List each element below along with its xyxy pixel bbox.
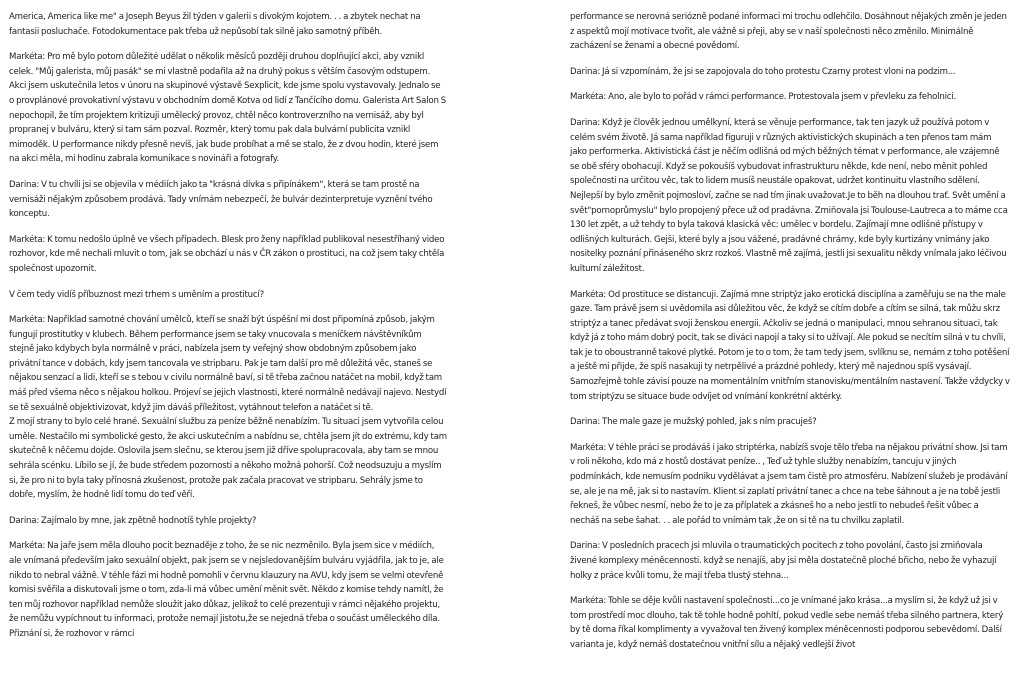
page-gutter [505,0,506,688]
paragraph: Markéta: Pro mě bylo potom důležité udělat o několik měsíců později druhou doplňující akci, aby vznikl celek. "Můj galerista, můj pasák" se mi vlastně podařila až na druhý pokus s větším časovým odstupem. Akci jsem uskutečnila letos v únoru na skupinové výstavě Sexplicit, kde jsme spolu vystavovaly. Jednalo se o provplánové provokativní výstavu v obchodním domě Kotva od lidí z Tančícího domu. Galerista Art Salon S nepochopil, že tím projektem kritizuji umělecký provoz, chtěl něco kontroverzního na vernisáž, aby byl propranej v bulváru, který si tam sám pozval. Rozměr, který tomu pak dala bulvární publicita vznikl mimoděk. U performance nikdy přesně nevíš, jak bude probíhat a mě se stalo, že z dvou hodin, které jsem na akci měla, mi hodinu zabrala komunikace s novináři a fotografy. [9,52,446,165]
question-paragraph: V čem tedy vidíš příbuznost mezi trhem s uměním a prostitucí? [9,289,264,300]
paragraph: Darina: The male gaze je mužský pohled, jak s ním pracuješ? [570,417,817,428]
paragraph: Darina: Já si vzpomínám, že jsi se zapojovala do toho protestu Czarny protest vloni na podzim... [570,66,956,77]
paragraph: performance se nerovná seriózně podané informaci mi trochu odlehčilo. Dosáhnout nějakých změn je jeden z aspektů mojí motivace tvořit, ale vážně si přeji, aby se v naší společnosti něco změnilo. Minimálně zacházení se ženami a obecné povědomí. [570,12,1007,52]
paragraph: Markéta: V téhle práci se prodáváš i jako striptérka, nabízíš svoje tělo třeba na nějakou privátní show. Jsi tam v roli někoho, kdo má z hostů dostávat peníze.. , Teď už tyhle služby nenabízím, tancuju v jiných podmínkách, kde nemusím podniku vydělávat a jsem tam čistě pro atmosféru. Nabízení služeb je prodávání se, ale je na mě, jak si to nastavím. Klient si zaplatí privátní tanec a chce na tebe šáhnout a je na tobě jestli řekneš, že vůbec nesmí, nebo že to je za příplatek a zkásneš ho a nebo jestli to nebudeš řešit vůbec a necháš na sebe šahat. . . ale pořád to vnímám tak ,že on si tě na tu chvilku zaplatil. [570,442,1008,526]
paragraph: Markéta: K tomu nedošlo úplně ve všech případech. Blesk pro ženy například publikoval nesestříhaný video rozhovor, kde mě nechali mluvit o tom, jak se obchází u nás v ČR zákon o prostituci, na což jsem taky chtěla společnost upozornit. [9,234,445,274]
question-paragraph: Darina: Zajímalo by mne, jak zpětně hodnotíš tyhle projekty? [9,515,257,526]
right-text-column [570,10,1010,664]
paragraph: Darina: V posledních pracech jsi mluvila o traumatických pocitech z toho povolání, často jsi zmiňovala živené komplexy méněcennosti. když se nenajíš, aby jsi měla dostatečně ploché břicho, nebo že vyhazují holky z práce kvůli tomu, že mají třeba tlustý stehna... [570,541,997,581]
paragraph: Darina: Když je člověk jednou umělkyní, která se věnuje performance, tak ten jazyk už používá potom v celém svém životě. Já sama například figuruji v různých aktivistických skupinách a ten přenos tam mám jako performerka. Aktivistická část je něčím odlišná od mých běžných témat v performance, ale vzájemně se obě sféry obohacují. Když se pokoušíš vybudovat infrastrukturu někde, kde není, nebo měnit pohled společnosti na určitou věc, tak to lidem musíš neustále opakovat, udržet kontinuitu vlastního sdělení. Nejlepší by bylo změnit pojmosloví, začne se nad tím jinak uvažovat.Je to běh na dlouhou trať. Svět umění a svět"pornoprůmyslu" bylo propojený přece už od pradávna. Zmiňovala jsi Toulouse-Lautreca a to máme cca 130 let zpět, a už tehdy to byla taková klasická věc: umělec v bordelu. Zajímají mne odlišné přístupy v odlišných kulturách. Gejši, které byly a jsou vážené, pradávné chrámy, kde byly kurtizány vnímány jako nositelky poznání přináseného skrz rozkoš. Vlastně mě zajímá, jestli jsi sexualitu někdy vnímala jako léčivou kulturní záležitost. [570,117,1008,274]
paragraph: America, America like me" a Joseph Beyus žil týden v galerii s divokým kojotem. . . a zbytek nechat na fantasii posluchače. Fotodokumentace pak třeba už nepůsobí tak silně jako samotný příběh. [9,12,421,37]
paragraph: Darina: V tu chvíli jsi se objevila v médiích jako ta "krásná dívka s připínákem", která se tam prostě na vernisáži nějakým způsobem prodává. Tady vnímám nebezpečí, že bulvár dezinterpretuje vyznění tvého konceptu. [9,179,433,220]
left-text-column [9,10,447,653]
paragraph: Markéta: Ano, ale bylo to pořád v rámci performance. Protestovala jsem v převleku za feholnici. [570,92,956,103]
paragraph: Z mojí strany to bylo celé hrané. Sexuální službu za peníze běžně nenabízím. Tu situaci jsem vytvořila celou uměle. Nestačilo mi symbolické gesto, že akci uskutečním a nabídnu se, chtěla jsem jít do extrému, kdy tam skutečně k něčemu dojde. Oslovila jsem slečnu, se kterou jsem již dříve spolupracovala, aby tam se mnou sehrála scénku. Líbilo se jí, že bude středem pozornosti a někoho možná pohorší. Což neodsuzuju a myslím si, že pro ni to byla taky přínosná zkušenost, protože pak začala pracovat ve stripbaru. Sehrály jsme to dobře, myslím, že hodně lidí tomu do teď věří. [9,417,447,501]
paragraph: Markéta: Od prostituce se distancuji. Zajímá mne striptýz jako erotická disciplína a zaměřuju se na the male gaze. Tam právě jsem si uvědomila asi důležitou věc, že když se cítím dobře a cítím se silná, tak můžu skrz striptýz a tanec předávat svoji ženskou energii. Ačkoliv se jedná o manipulaci, mnou sehranou situaci, tak když já z toho mám dobrý pocit, tak se diváci napojí a taky si to užívají. Ale pokud se necítím silná v tu chvíli, tak je to oboustranně takové plytké. Potom je to o tom, že tam tedy jsem, svlíknu se, nemám z toho potěšení a ještě mi přijde, že spíš nasakuji ty netrpělivé a prázdné pohledy, který mě najednou spíš vysávají. Samozřejmě tohle závisí pouze na momentálním vnitřním stanovisku/mentálním nastavení. Takže vždycky v tom striptýzu se situace bude odvíjet od vnímání konkrétní aktérky. [570,289,1010,402]
paragraph: Markéta: Na jaře jsem měla dlouho pocit beznaděje z toho, že se nic nezměnilo. Byla jsem sice v médiích, ale vnímaná především jako sexuální objekt, pak jsem se v nejsledovanějším bulváru vyjádřila, jak to je, ale nikdo to nebral vážně. V téhle fázi mi hodně pomohli v červnu klauzury na AVU, kdy jsem se velmi otevřeně komisi svěřila a diskutovali jsme o tom, zda-li má vůbec umění měnit svět. Někdo z komise tehdy namítl, že ten můj rozhovor například nemůže sloužit jako důkaz, jelikož to celé prezentuji v rámci nějakého projektu, že nemůžu vypíchnout tu informaci, protože nemají jistotu,že se nejedná třeba o součást uměleckého díla. Přiznání si, že rozhovor v rámci [9,541,444,639]
paragraph: Markéta: Tohle se děje kvůli nastavení společnosti...co je vnímané jako krása...a myslím si, že když už jsi v tom prostředí moc dlouho, tak tě tohle hodně pohltí, pokud vedle sebe nemáš třeba silného partnera, který by tě doma říkal komplimenty a vyvažoval ten živený komplex méněcennosti podporou sebevědomí. Další varianta je, když nemáš dostatečnou vnitřní sílu a nějaký vedlejší život [570,596,1004,650]
paragraph: Markéta: Například samotné chování umělců, kteří se snaží být úspěšní mi dost připomíná způsob, jakým fungují prostitutky v klubech. Během performance jsem se taky vnucovala s meníčkem návštěvníkům stejně jako kdybych byla normálně v práci, nabízela jsem ty veřejný show obdobným způsobem jako privátní tance v dobách, kdy jsem tancovala ve stripbaru. Pak je tam další pro mě důležitá věc, staneš se nějakou senzací a lidi, kteří se s tebou v civilu normálně baví, si tě třeba začnou natáčet na mobil, když tam máš před všema něco s nějakou holkou. Projeví se jejich vlastnosti, které normálně nedávají najevo. Nestydí se tě sexuálně objektivizovat, když jim dáváš příležitost, vytáhnout telefon a natáčet si tě. [9,315,447,413]
